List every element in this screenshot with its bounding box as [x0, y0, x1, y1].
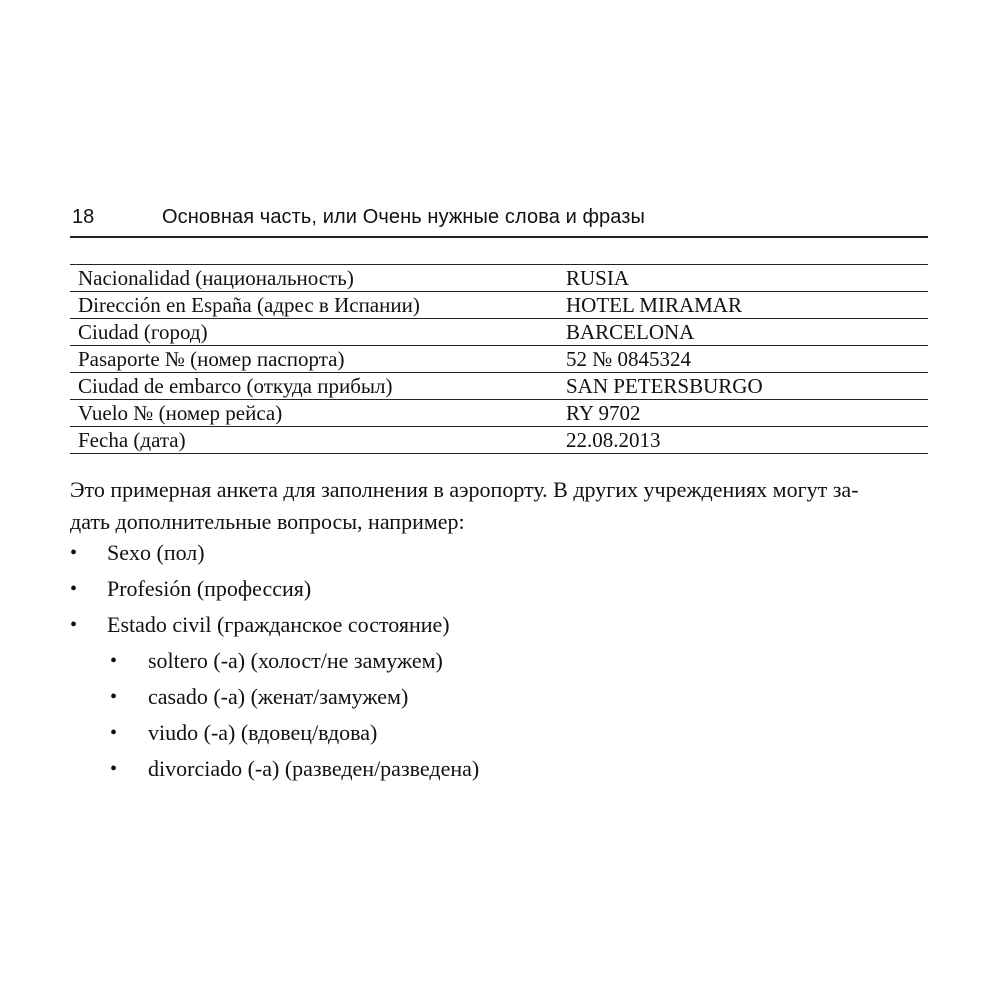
bullet-icon: •	[110, 650, 118, 672]
page-header	[70, 202, 928, 238]
list-subitem	[110, 643, 479, 679]
table-row	[70, 292, 928, 319]
bullet-icon: •	[110, 758, 118, 780]
list-item-text: Sexo (пол)	[107, 540, 205, 565]
bullet-icon: •	[70, 614, 78, 636]
field-label: Ciudad (город)	[70, 319, 558, 346]
table-row	[70, 400, 928, 427]
bullet-icon: •	[110, 722, 118, 744]
intro-line: дать дополнительные вопросы, например:	[70, 509, 465, 534]
field-value: HOTEL MIRAMAR	[558, 292, 928, 319]
table-row	[70, 265, 928, 292]
field-label: Dirección en España (адрес в Испании)	[70, 292, 558, 319]
list-subitem-text: divorciado (-a) (разведен/разведена)	[148, 756, 480, 781]
running-title: Основная часть, или Очень нужные слова и фразы	[162, 206, 646, 228]
page-number: 18	[72, 206, 95, 228]
intro-line: Это примерная анкета для заполнения в аэропорту. В других учреждениях могут за-	[70, 477, 859, 502]
table-row	[70, 427, 928, 454]
list-item-text: Profesión (профессия)	[107, 576, 312, 601]
field-value: BARCELONA	[558, 319, 928, 346]
list-subitem-text: viudo (-a) (вдовец/вдова)	[148, 720, 378, 745]
field-label: Nacionalidad (национальность)	[70, 265, 558, 292]
intro-paragraph	[70, 474, 930, 538]
field-label: Fecha (дата)	[70, 427, 558, 454]
table-row	[70, 319, 928, 346]
list-subitem	[110, 751, 479, 787]
list-item-text: Estado civil (гражданское состояние)	[107, 612, 450, 637]
field-value: SAN PETERSBURGO	[558, 373, 928, 400]
field-value: 52 № 0845324	[558, 346, 928, 373]
table-row	[70, 346, 928, 373]
list-subitem	[110, 715, 479, 751]
nested-bullet-list	[110, 643, 479, 787]
field-label: Vuelo № (номер рейса)	[70, 400, 558, 427]
bullet-icon: •	[70, 542, 78, 564]
bullet-icon: •	[70, 578, 78, 600]
bullet-icon: •	[110, 686, 118, 708]
list-item	[70, 607, 450, 643]
list-item	[70, 571, 450, 607]
table-row	[70, 373, 928, 400]
field-value: RUSIA	[558, 265, 928, 292]
field-label: Ciudad de embarco (откуда прибыл)	[70, 373, 558, 400]
field-value: RY 9702	[558, 400, 928, 427]
list-subitem-text: casado (-a) (женат/замужем)	[148, 684, 409, 709]
field-value: 22.08.2013	[558, 427, 928, 454]
field-label: Pasaporte № (номер паспорта)	[70, 346, 558, 373]
arrival-form-table	[70, 264, 928, 454]
bullet-list	[70, 535, 450, 643]
list-item	[70, 535, 450, 571]
list-subitem-text: soltero (-a) (холост/не замужем)	[148, 648, 443, 673]
list-subitem	[110, 679, 479, 715]
